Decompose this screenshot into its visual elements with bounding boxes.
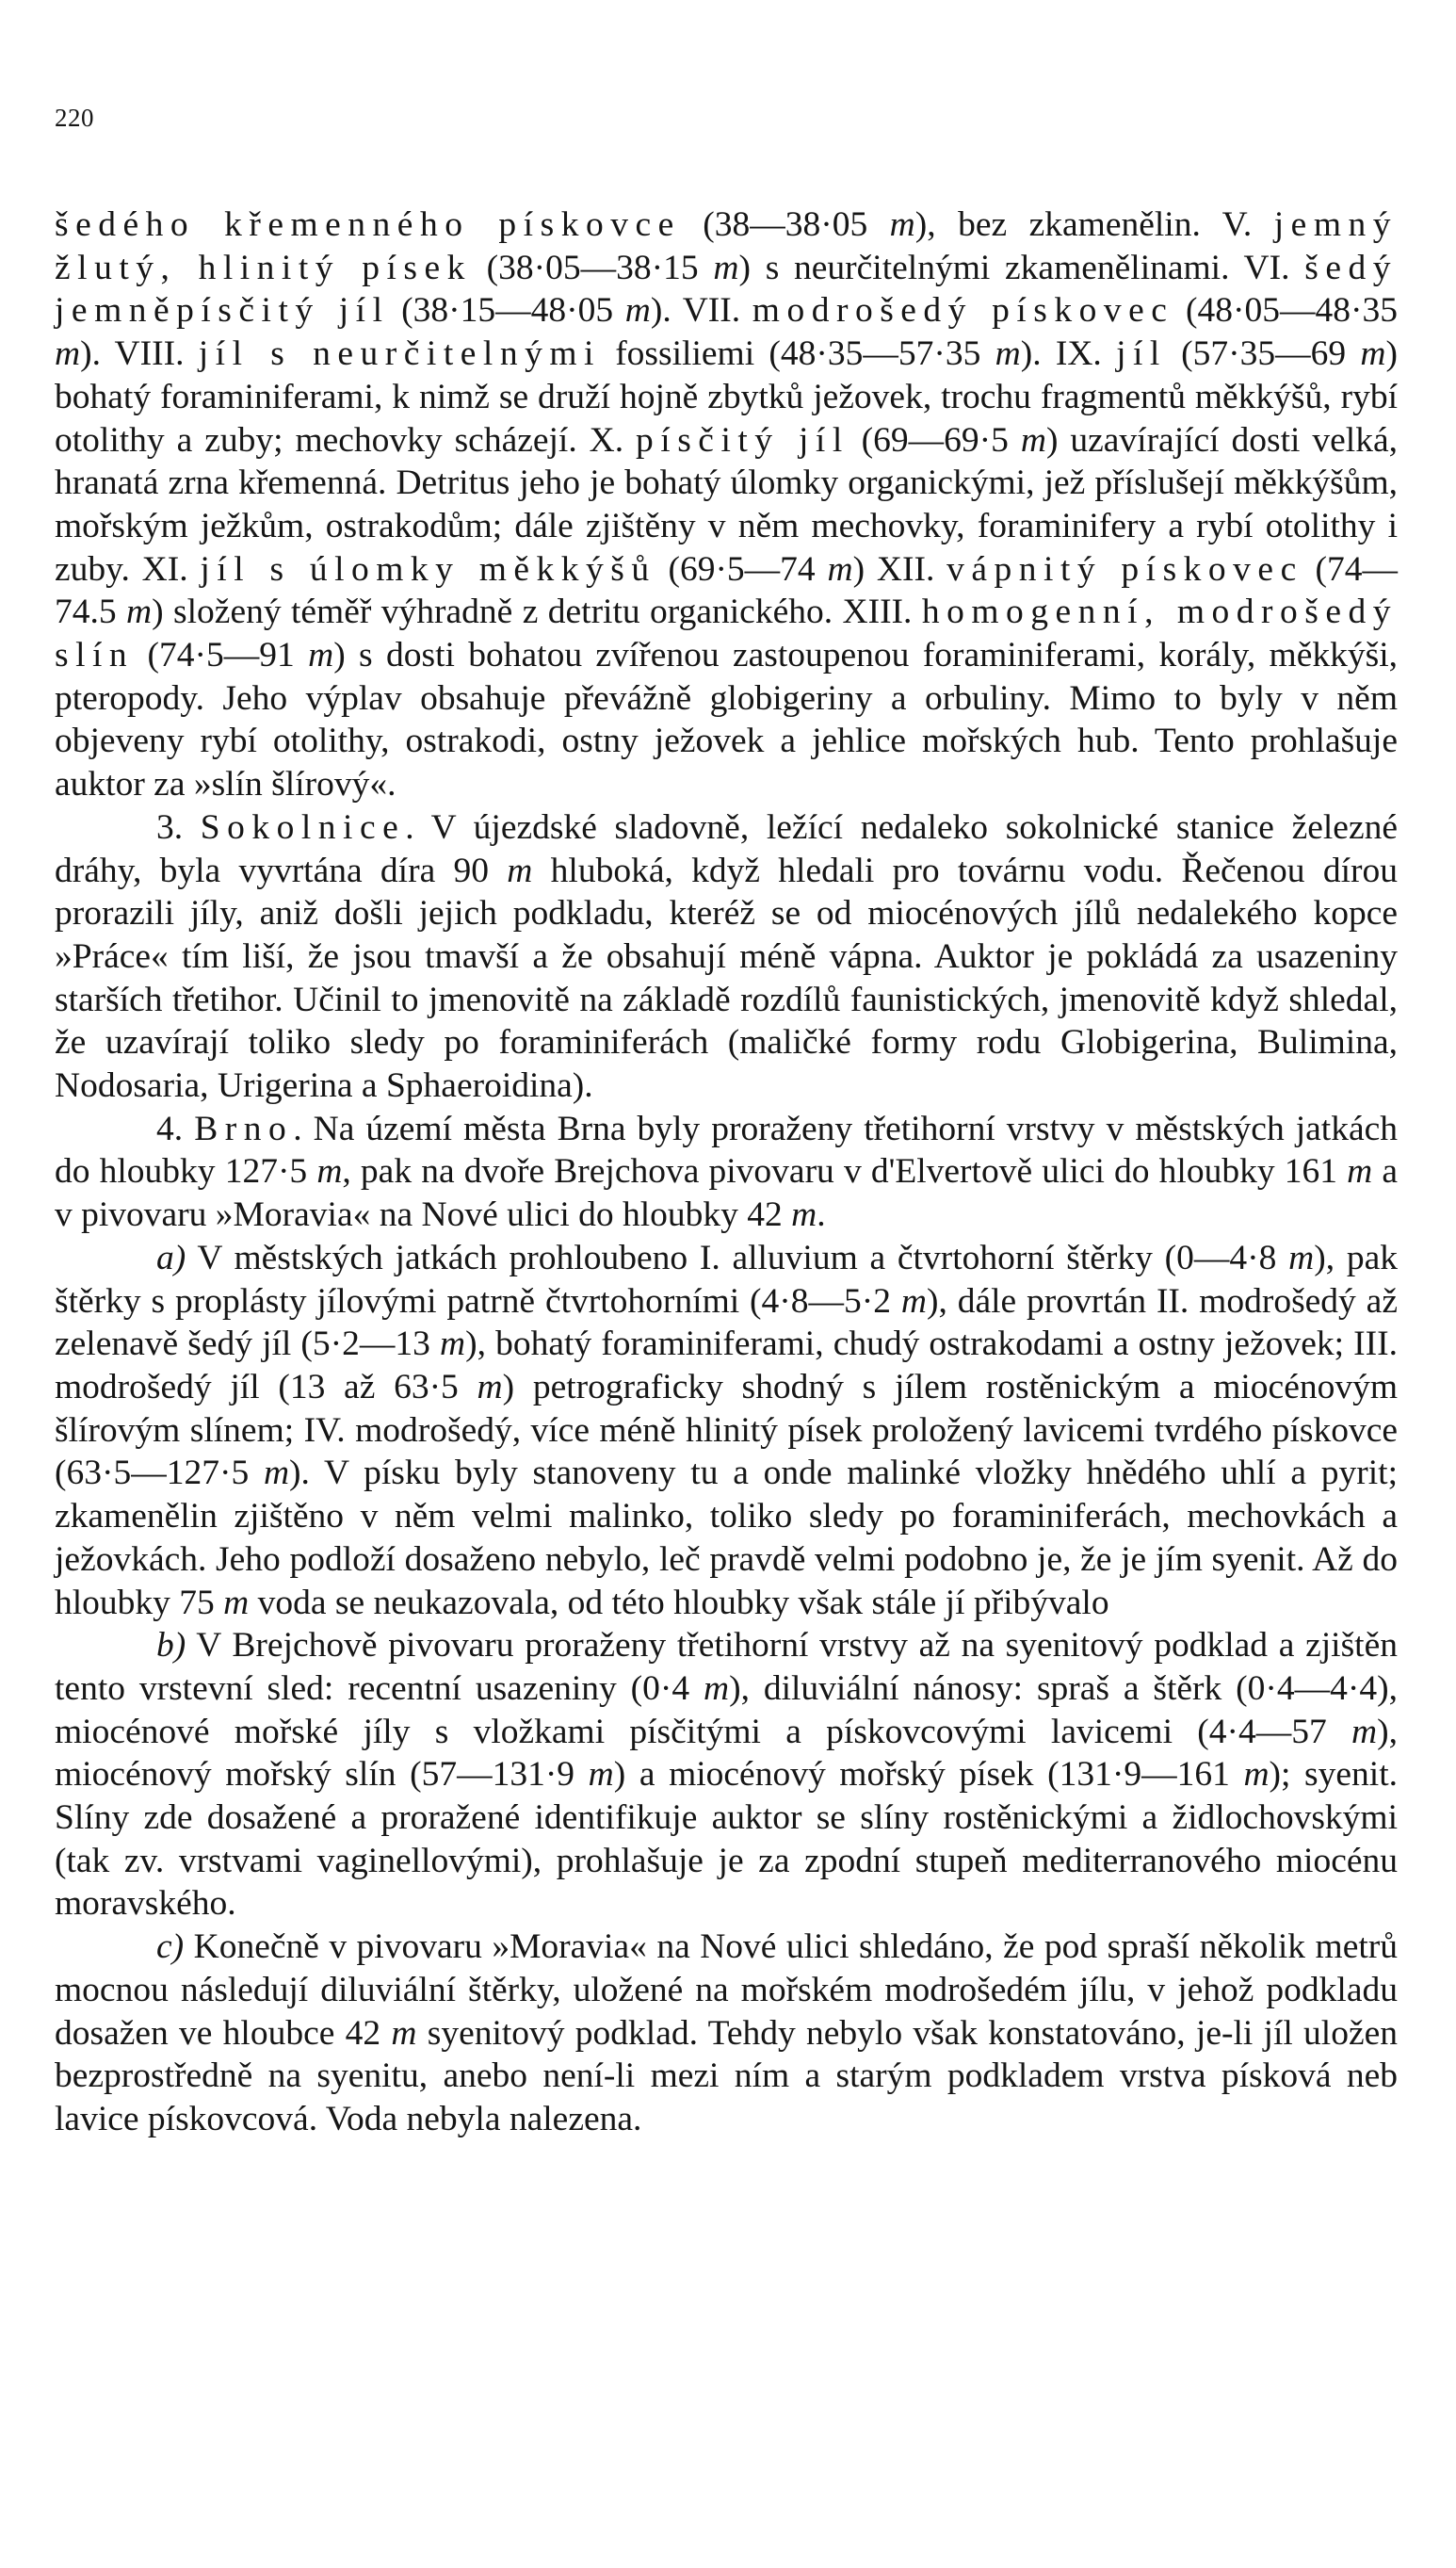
text-run: ) a miocénový mořský písek (131·9—161 [613, 1755, 1244, 1795]
italic-unit: m [1020, 420, 1046, 460]
paragraph-p3 [55, 1108, 1398, 1237]
spaced-term: jíl [1116, 334, 1167, 374]
text-run: V městských jatkách prohloubeno I. alluvium a čtvrtohorní štěrky (0—4·8 [186, 1238, 1289, 1277]
italic-unit: m [900, 1281, 927, 1321]
body-text [55, 203, 1398, 2141]
italic-unit: m [1347, 1152, 1373, 1192]
text-run: (69—69·5 [849, 420, 1021, 460]
text-run: fossiliemi (48·35—57·35 [600, 334, 995, 374]
paragraph-p2 [55, 806, 1398, 1108]
spaced-term: modrošedý pískovec [752, 291, 1174, 331]
text-run: hluboká, když hledali pro továrnu vodu. Řečenou dírou prorazili jíly, aniž došli jejich podkladu, kteréž se od miocénových jílů nedalekého kopce »Práce« tím liší, že jsou tmavší a že obsahují méně vápna. Auktor je pokládá za usazeniny starších třetihor. Učinil to jmenovitě na základě rozdílů faunistických, jmenovitě když shledal, že uzavírají toliko sledy po foraminiferách (maličké formy rodu Globigerina, Bulimina, Nodosaria, Urigerina a Sphaeroidina). [55, 851, 1398, 1106]
text-run: ) petrograficky shodný s jílem rostěnickým a miocénovým šlírovým slínem; IV. modrošedý, více méně hlinitý písek proložený lavicemi tvrdého pískovce (63·5—127·5 [55, 1367, 1399, 1493]
spaced-term: šedého křemenného pískovce [55, 205, 681, 244]
italic-unit: m [440, 1325, 466, 1364]
text-run: ) s neurčitelnými zkamenělinami. VI. [738, 248, 1305, 287]
text-run: ), miocénový mořský slín (57—131·9 [55, 1712, 1398, 1795]
spaced-term: jíl s neurčitelnými [198, 334, 601, 374]
italic-unit: m [889, 205, 915, 244]
italic-unit: m [223, 1583, 250, 1622]
text-run: (57·35—69 [1166, 334, 1361, 374]
text-run: ), pak štěrky s proplásty jílovými patrně čtvrtohorními (4·8—5·2 [55, 1238, 1398, 1321]
text-run: (48·05—48·35 [1173, 291, 1398, 331]
italic-unit: m [791, 1195, 817, 1235]
text-run: ). VIII. [80, 334, 199, 374]
italic-unit: m [126, 593, 153, 632]
text-run: V Brejchově pivovaru proraženy třetihorní vrstvy až na syenitový podklad a zjištěn tento vrstevní sled: recentní usazeniny (0·4 [55, 1626, 1398, 1708]
spaced-term: šedý jemněpísčitý jíl [55, 248, 1398, 331]
italic-unit: m [308, 636, 334, 675]
text-run: ), bohatý foraminiferami, chudý ostrakodami a ostny ježovek; III. modrošedý jíl (13 až 63·5 [55, 1325, 1398, 1406]
spaced-term: Brno [194, 1109, 294, 1148]
spaced-term: homogenní, modrošedý slín [55, 593, 1399, 675]
italic-unit: m [477, 1367, 503, 1406]
text-run: voda se neukazovala, od této hloubky však stále jí přibývalo [249, 1583, 1109, 1622]
text-run: , pak na dvoře Brejchova pivovaru v d'Elvertově ulici do hloubky 161 [342, 1152, 1348, 1192]
italic-unit: b) [156, 1626, 186, 1666]
text-run: ) složený téměř výhradně z detritu organického. XIII. [152, 593, 922, 632]
text-run: ), diluviální nánosy: spraš a štěrk (0·4—4·4), miocénové mořské jíly s vložkami písčitými a pískovcovými lavicemi (4·4—57 [55, 1668, 1398, 1751]
text-run: ), bez zkamenělin. V. [914, 205, 1274, 244]
text-run: a v pivovaru »Moravia« na Nové ulici do hloubky 42 [55, 1152, 1398, 1235]
text-run: (38—38·05 [680, 205, 890, 244]
text-run: ), dále provrtán II. modrošedý až zelenavě šedý jíl (5·2—13 [55, 1281, 1398, 1364]
text-run: ) XII. [852, 549, 947, 589]
paragraph-p5 [55, 1624, 1398, 1926]
text-run: (69·5—74 [655, 549, 828, 589]
page-number: 220 [55, 104, 94, 132]
text-run: (38·05—38·15 [471, 248, 714, 287]
text-run: ) uzavírající dosti velká, hranatá zrna křemenná. Detritus jeho je bohatý úlomky organickými, jež příslušejí měkkýšům, mořským ježkům, ostrakodům; dále zjištěny v něm mechovky, foraminifery a rybí otolithy i zuby. XI. [55, 420, 1398, 589]
text-run: (74—74.5 [55, 549, 1399, 632]
text-run: ) s dosti bohatou zvířenou zastoupenou foraminiferami, korály, měkkýši, pteropody. Jeho výplav obsahuje převážně globigeriny a orbuliny. Mimo to byly v něm objeveny rybí otolithy, ostrakodi, ostny ježovek a jehlice mořských hub. Tento prohlašuje auktor za »slín šlírový«. [55, 636, 1398, 805]
text-run: (38·15—48·05 [389, 291, 625, 331]
italic-unit: m [624, 291, 651, 331]
text-run: syenitový podklad. Tehdy nebylo však konstatováno, je-li jíl uložen bezprostředně na syenitu, anebo není-li mezi ním a starým podkladem vrstva písková neb lavice pískovcová. Voda nebyla nalezena. [55, 2013, 1398, 2138]
text-run: 4. [156, 1109, 195, 1148]
text-run: . [817, 1195, 826, 1235]
italic-unit: c) [156, 1927, 185, 1967]
italic-unit: m [55, 334, 81, 374]
italic-unit: m [263, 1454, 290, 1493]
italic-unit: m [588, 1755, 614, 1795]
italic-unit: m [1360, 334, 1386, 374]
text-run: Konečně v pivovaru »Moravia« na Nové ulici shledáno, že pod spraší několik metrů mocnou následují diluviální štěrky, uložené na mořském modrošedém jílu, v jehož podkladu dosažen ve hloubce 42 [55, 1927, 1398, 2053]
text-run: . Na území města Brna byly proraženy třetihorní vrstvy v městských jatkách do hloubky 127·5 [55, 1109, 1399, 1192]
paragraph-p1 [55, 203, 1398, 806]
text-run: ); syenit. Slíny zde dosažené a proražené identifikuje auktor se slíny rostěnickými a židlochovskými (tak zv. vrstvami vaginellovými), prohlašuje je za zpodní stupeň mediterranového miocénu moravského. [55, 1755, 1398, 1924]
text-run: ) bohatý foraminiferami, k nimž se druží hojně zbytků ježovek, trochu fragmentů měkkýšů, rybí otolithy a zuby; mechovky scházejí. X. [55, 334, 1398, 460]
italic-unit: m [1351, 1712, 1378, 1751]
italic-unit: a) [156, 1238, 186, 1277]
text-run: . V újezdské sladovně, ležící nedaleko sokolnické stanice železné dráhy, byla vyvrtána díra 90 [55, 807, 1398, 890]
italic-unit: m [827, 549, 853, 589]
text-run: ). VII. [650, 291, 752, 331]
paragraph-p4 [55, 1237, 1398, 1624]
text-run: ). IX. [1020, 334, 1117, 374]
spaced-term: jíl s úlomky měkkýšů [200, 549, 656, 589]
spaced-term: vápnitý pískovec [946, 549, 1303, 589]
text-run: (74·5—91 [134, 636, 309, 675]
text-run: ). V písku byly stanoveny tu a onde malinké vložky hnědého uhlí a pyrit; zkamenělin zjištěno v něm velmi malinko, toliko sledy po foraminiferách, mechovkách a ježovkách. Jeho podloží dosaženo nebylo, leč pravdě velmi podobno je, že je jím syenit. Až do hloubky 75 [55, 1454, 1398, 1622]
spaced-term: písčitý jíl [636, 420, 849, 460]
spaced-term: jemný žlutý, hlinitý písek [55, 205, 1398, 287]
italic-unit: m [1288, 1238, 1315, 1277]
italic-unit: m [391, 2013, 417, 2053]
italic-unit: m [507, 851, 533, 890]
spaced-term: Sokolnice [200, 807, 406, 847]
italic-unit: m [316, 1152, 343, 1192]
italic-unit: m [704, 1668, 730, 1708]
italic-unit: m [713, 248, 739, 287]
text-run: 3. [156, 807, 201, 847]
italic-unit: m [995, 334, 1021, 374]
paragraph-p6 [55, 1926, 1398, 2141]
italic-unit: m [1243, 1755, 1270, 1795]
